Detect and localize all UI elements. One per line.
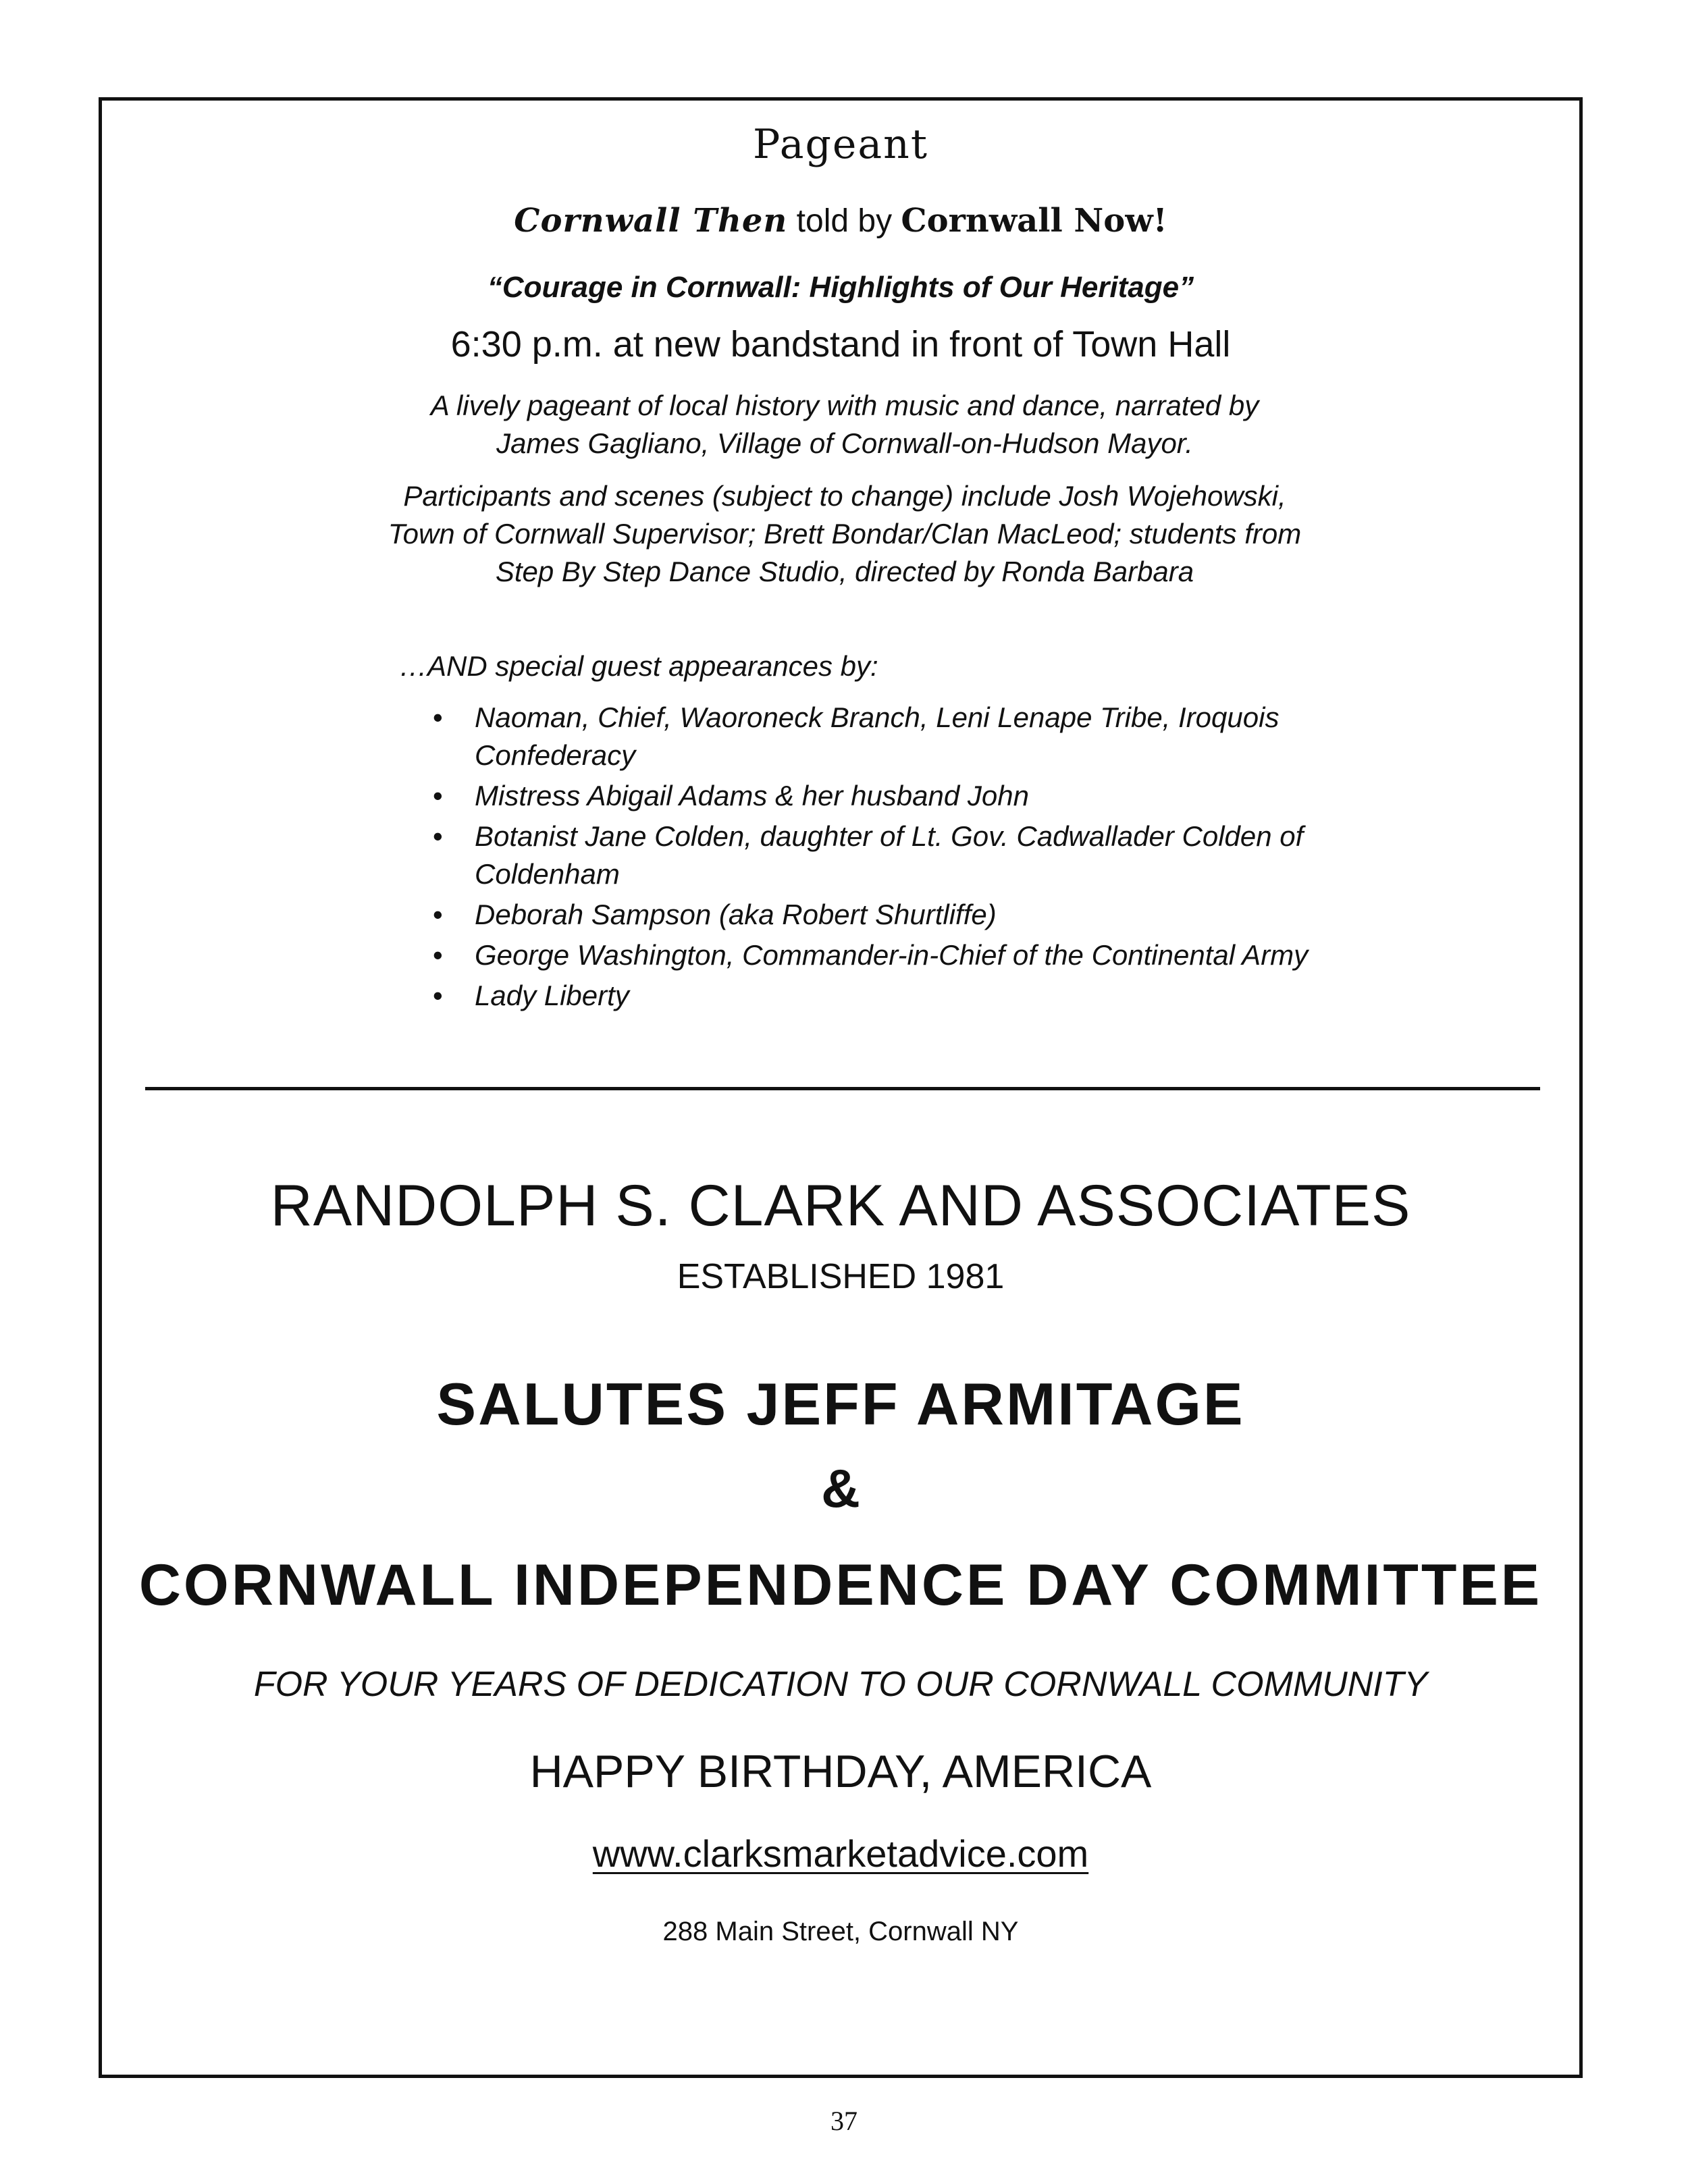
guest-name: Lady Liberty — [475, 980, 629, 1011]
list-item — [433, 977, 1311, 1015]
subtitle-now: Cornwall Now! — [901, 202, 1167, 240]
page-frame — [99, 97, 1583, 2078]
established-line: ESTABLISHED 1981 — [677, 1257, 1005, 1296]
guest-name: Naoman, Chief, Waoroneck Branch, Leni Lenape Tribe, Iroquois Confederacy — [475, 701, 1280, 771]
pageant-subtitle — [102, 202, 1579, 240]
subtitle-then: Cornwall Then — [514, 202, 788, 240]
bullet-icon: • — [433, 820, 443, 852]
list-item — [433, 936, 1311, 974]
guest-name: Mistress Abigail Adams & her husband John — [475, 780, 1029, 811]
salutes-heading: SALUTES JEFF ARMITAGE — [436, 1370, 1245, 1437]
page-number: 37 — [830, 2106, 858, 2136]
guest-name: Botanist Jane Colden, daughter of Lt. Gov. Cadwallader Colden of Coldenham — [475, 820, 1304, 890]
website-link-row — [102, 1832, 1579, 1875]
list-item — [433, 818, 1311, 893]
committee-heading: CORNWALL INDEPENDENCE DAY COMMITTEE — [138, 1553, 1543, 1618]
guests-intro: …AND special guest appearances by: — [399, 650, 878, 682]
pageant-quote: “Courage in Cornwall: Highlights of Our Heritage” — [487, 271, 1194, 304]
address-line: 288 Main Street, Cornwall NY — [662, 1917, 1019, 1946]
pageant-time-location: 6:30 p.m. at new bandstand in front of Town Hall — [450, 324, 1231, 365]
ampersand: & — [821, 1458, 860, 1518]
firm-name: RANDOLPH S. CLARK AND ASSOCIATES — [270, 1173, 1411, 1238]
pageant-title: Pageant — [753, 121, 928, 168]
birthday-line: HAPPY BIRTHDAY, AMERICA — [529, 1746, 1152, 1797]
dedication-line: FOR YOUR YEARS OF DEDICATION TO OUR CORNWALL COMMUNITY — [253, 1665, 1428, 1704]
section-divider — [145, 1087, 1540, 1090]
pageant-description: A lively pageant of local history with music and dance, narrated by James Gagliano, Village of Cornwall-on-Hudson Mayor. — [430, 390, 1259, 459]
subtitle-mid: told by — [787, 203, 901, 239]
bullet-icon: • — [433, 899, 443, 930]
website-link[interactable]: www.clarksmarketadvice.com — [592, 1832, 1089, 1875]
bullet-icon: • — [433, 939, 443, 971]
guest-name: Deborah Sampson (aka Robert Shurtliffe) — [475, 899, 997, 930]
bullet-icon: • — [433, 780, 443, 811]
guest-name: George Washington, Commander-in-Chief of the Continental Army — [475, 939, 1309, 971]
list-item — [433, 699, 1311, 774]
list-item — [433, 777, 1311, 815]
bullet-icon: • — [433, 980, 443, 1011]
guest-list — [433, 699, 1311, 1017]
bullet-icon: • — [433, 701, 443, 733]
list-item — [433, 896, 1311, 934]
pageant-participants: Participants and scenes (subject to change) include Josh Wojehowski, Town of Cornwall Supervisor; Brett Bondar/Clan MacLeod; students from Step By Step Dance Studio, directed by Ronda Barbara — [388, 480, 1302, 587]
